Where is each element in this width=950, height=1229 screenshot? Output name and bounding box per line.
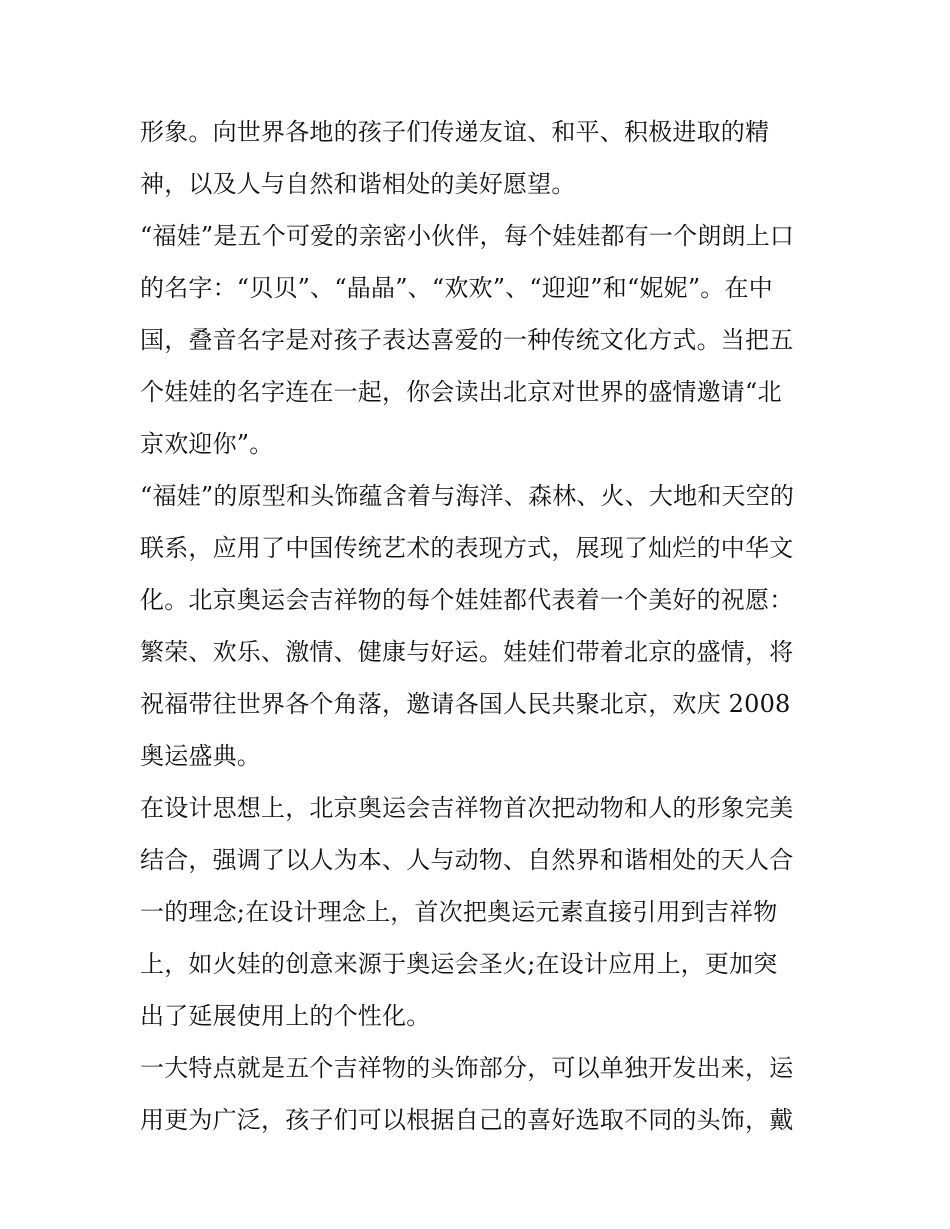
text-line: “福娃”是五个可爱的亲密小伙伴，每个娃娃都有一个朗朗上口 xyxy=(140,222,795,250)
text-line: 化。北京奥运会吉祥物的每个娃娃都代表着一个美好的祝愿： xyxy=(140,586,794,614)
text-line: 出了延展使用上的个性化。 xyxy=(140,1002,431,1030)
text-line: 神，以及人与自然和谐相处的美好愿望。 xyxy=(140,170,576,198)
text-line: 一大特点就是五个吉祥物的头饰部分，可以单独开发出来，运 xyxy=(140,1054,794,1082)
text-line: 国，叠音名字是对孩子表达喜爱的一种传统文化方式。当把五 xyxy=(140,326,794,354)
text-line: 的名字：“贝贝”、“晶晶”、“欢欢”、“迎迎”和“妮妮”。在中 xyxy=(140,274,773,302)
text-line: 繁荣、欢乐、激情、健康与好运。娃娃们带着北京的盛情，将 xyxy=(140,638,794,666)
text-line: 京欢迎你”。 xyxy=(140,430,274,458)
document-body-text xyxy=(140,106,820,1146)
text-line: “福娃”的原型和头饰蕴含着与海洋、森林、火、大地和天空的 xyxy=(140,482,795,510)
text-line: 用更为广泛，孩子们可以根据自己的喜好选取不同的头饰，戴 xyxy=(140,1106,794,1134)
text-line: 个娃娃的名字连在一起，你会读出北京对世界的盛情邀请“北 xyxy=(140,378,782,406)
text-line: 形象。向世界各地的孩子们传递友谊、和平、积极进取的精 xyxy=(140,118,770,146)
text-line: 祝福带往世界各个角落，邀请各国人民共聚北京，欢庆 2008 xyxy=(140,690,791,718)
text-line: 结合，强调了以人为本、人与动物、自然界和谐相处的天人合 xyxy=(140,846,794,874)
text-line: 上，如火娃的创意来源于奥运会圣火;在设计应用上，更加突 xyxy=(140,950,778,978)
text-line: 联系，应用了中国传统艺术的表现方式，展现了灿烂的中华文 xyxy=(140,534,794,562)
text-line: 在设计思想上，北京奥运会吉祥物首次把动物和人的形象完美 xyxy=(140,794,794,822)
text-line: 一的理念;在设计理念上，首次把奥运元素直接引用到吉祥物 xyxy=(140,898,778,926)
text-line: 奥运盛典。 xyxy=(140,742,261,770)
